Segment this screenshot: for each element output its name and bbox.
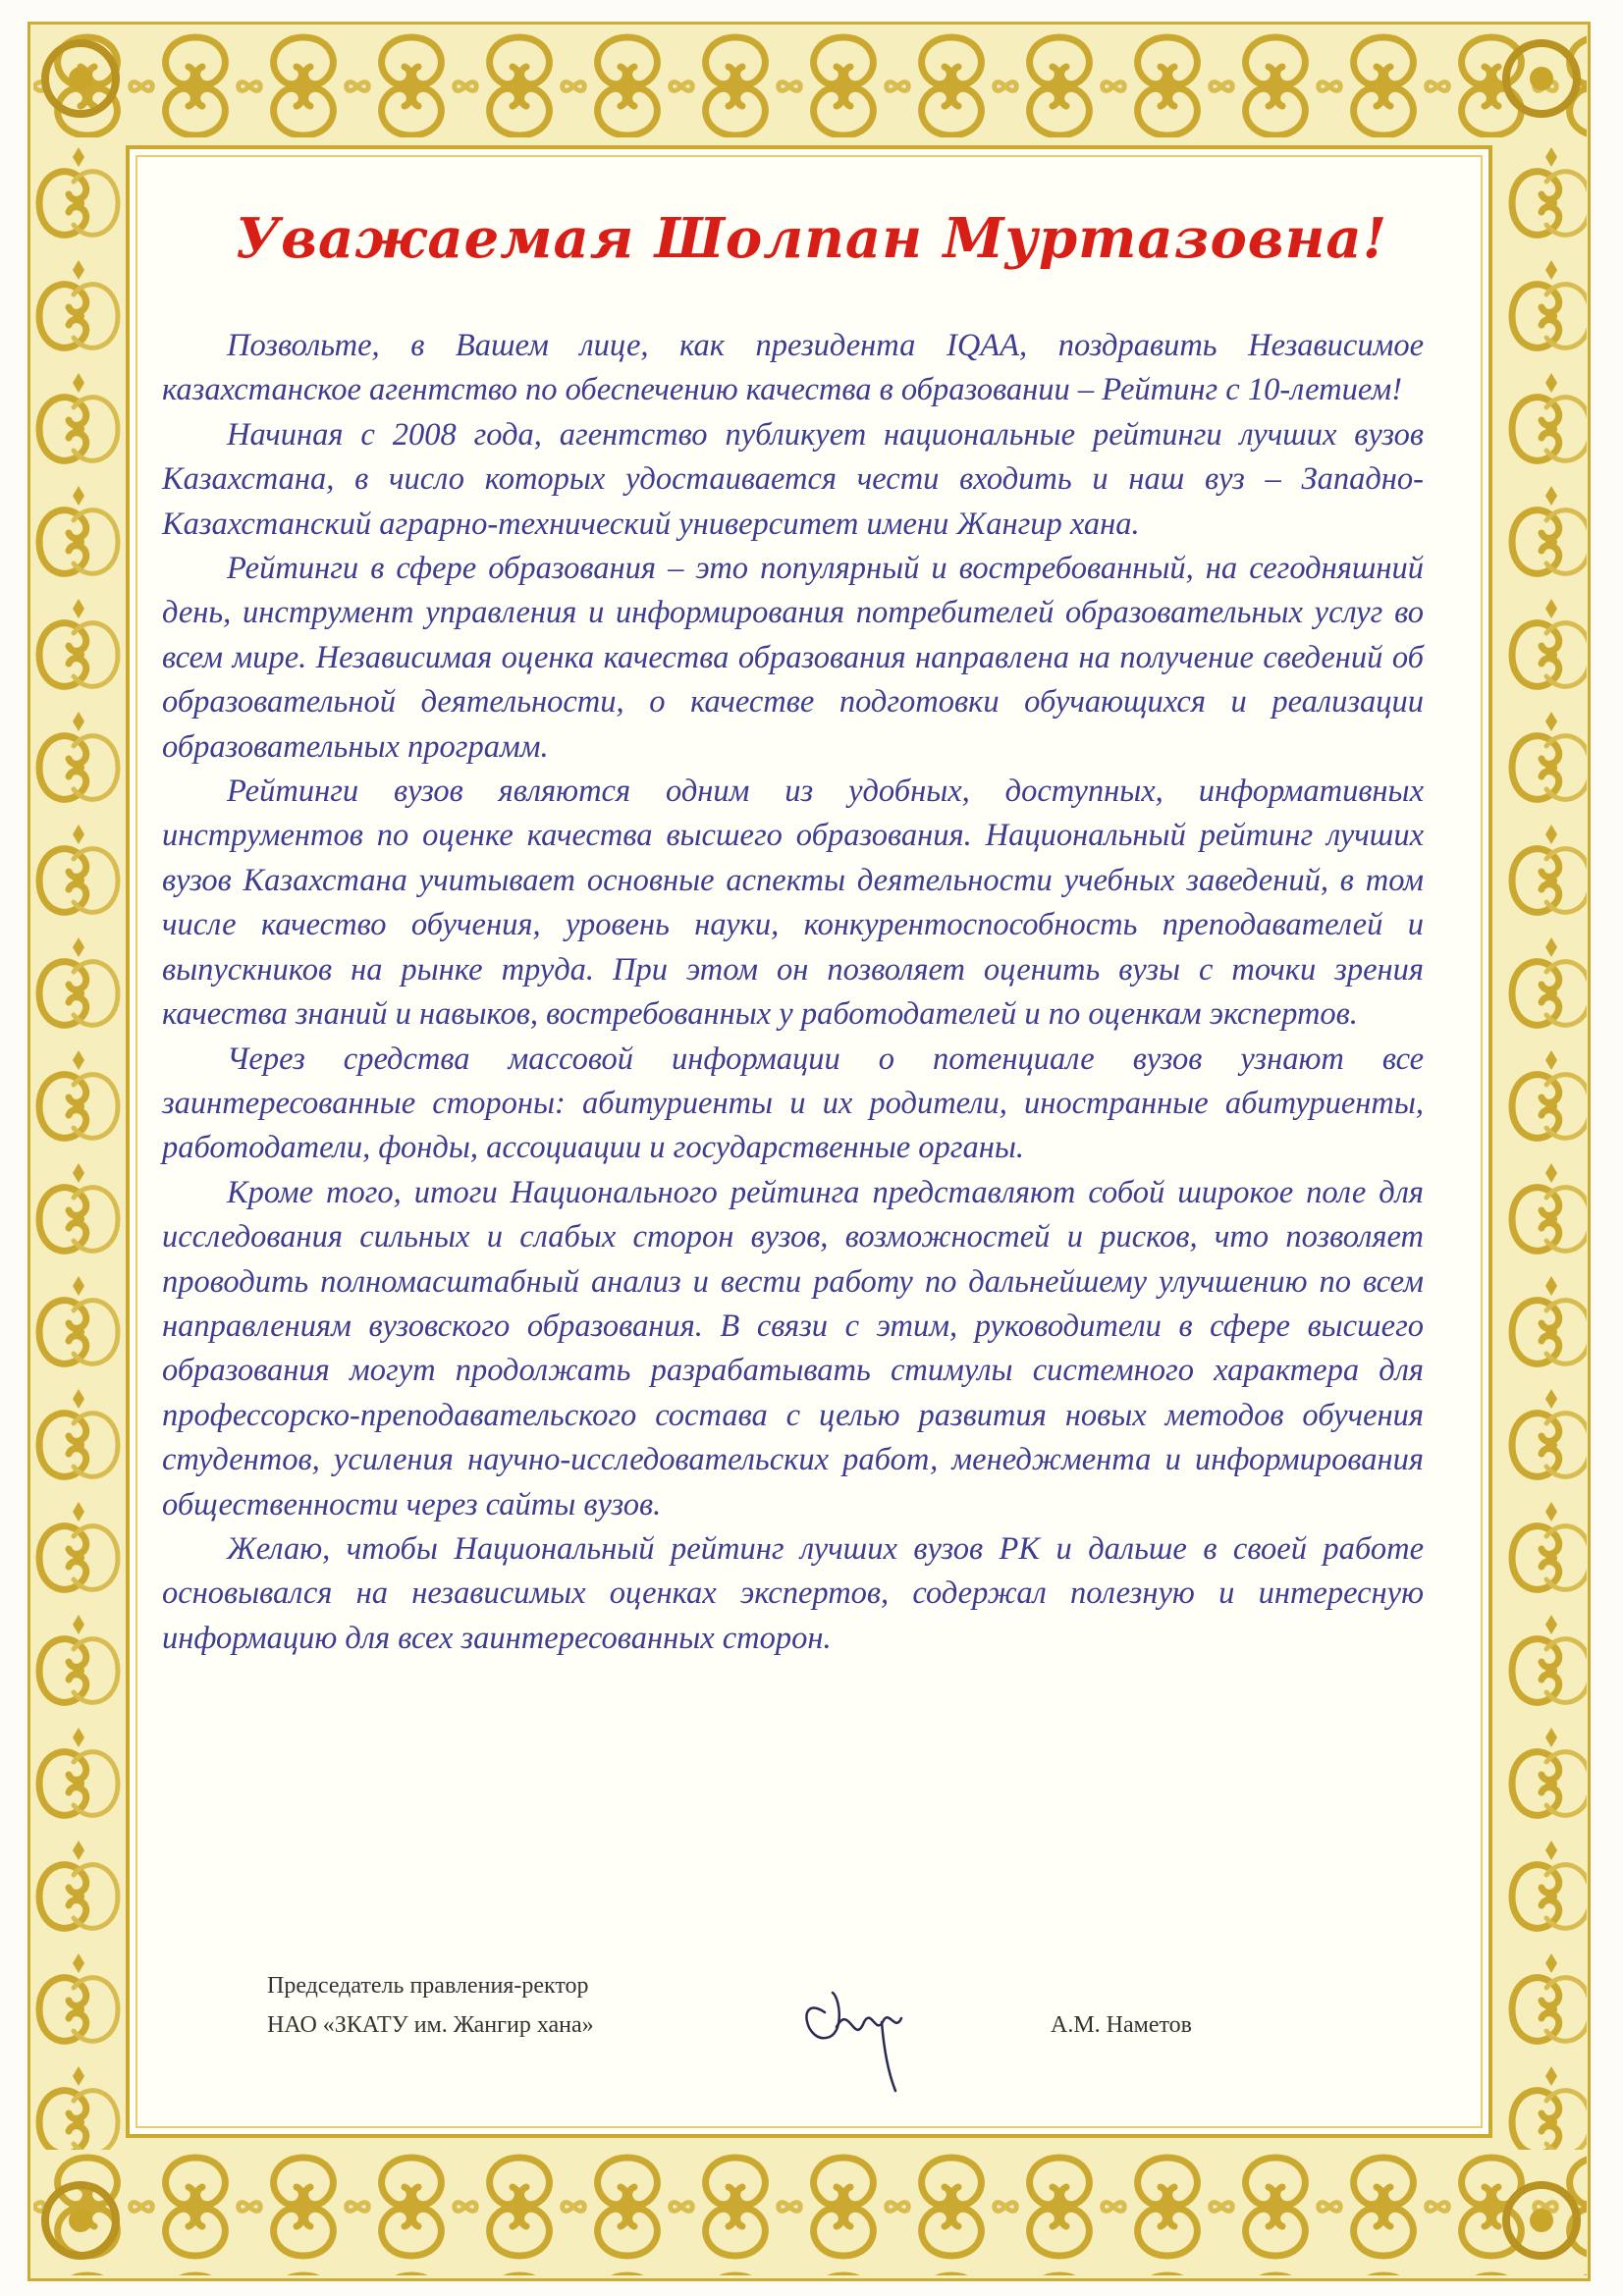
handwritten-signature bbox=[785, 1953, 943, 2101]
paragraph-1: Позвольте, в Вашем лице, как президента IQAA, поздравить Независимое казахстанское агентство по обеспечению качества в образовании – Рейтинг с 10-летием! bbox=[162, 328, 1424, 408]
paragraph-4: Рейтинги вузов являются одним из удобных, доступных, информативных инструментов по оценке качества высшего образования. Национальный рейтинг лучших вузов Казахстана учитывает основные аспекты деятельности учебных заведений, в том числе качество обучения, уровень науки, конкурентоспособность преподавателей и выпускников на рынке труда. При этом он позволяет оценить вузы с точки зрения качества знаний и навыков, востребованных у работодателей и по оценкам экспертов. bbox=[162, 774, 1424, 1033]
letter-body bbox=[162, 324, 1424, 1661]
salutation: Уважаемая Шолпан Муртазовна! bbox=[235, 206, 1388, 271]
signatory-name: А.М. Наметов bbox=[1051, 2012, 1192, 2038]
paragraph-5: Через средства массовой информации о потенциале вузов узнают все заинтересованные стороны: абитуриенты и их родители, иностранные абитуриенты, работодатели, фонды, ассоциации и государственные органы. bbox=[162, 1041, 1424, 1166]
position-line-2: НАО «ЗКАТУ им. Жангир хана» bbox=[267, 2012, 594, 2038]
paragraph-6: Кроме того, итоги Национального рейтинга представляют собой широкое поле для исследования сильных и слабых сторон вузов, возможностей и рисков, что позволяет проводить полномасштабный анализ и вести работу по дальнейшему улучшению по всем направлениям вузовского образования. В связи с этим, руководители в сфере высшего образования могут продолжать разрабатывать стимулы системного характера для профессорско-преподавательского состава с целью развития новых методов обучения студентов, усиления научно-исследовательских работ, менеджмента и информирования общественности через сайты вузов. bbox=[162, 1174, 1424, 1522]
position-line-1: Председатель правления-ректор bbox=[267, 1973, 589, 1999]
paragraph-2: Начиная с 2008 года, агентство публикует национальные рейтинги лучших вузов Казахстана, в число которых удостаивается чести входить и наш вуз – Западно-Казахстанский аграрно-технический университет имени Жангир хана. bbox=[162, 416, 1424, 542]
paragraph-3: Рейтинги в сфере образования – это популярный и востребованный, на сегодняшний день, инструмент управления и информирования потребителей образовательных услуг во всем мире. Независимая оценка качества образования направлена на получение сведений об образовательной деятельности, о качестве подготовки обучающихся и реализации образовательных программ. bbox=[162, 551, 1424, 765]
signatory-position bbox=[267, 1966, 594, 2045]
paragraph-7: Желаю, чтобы Национальный рейтинг лучших вузов РК и дальше в своей работе основывался на независимых оценках экспертов, содержал полезную и интересную информацию для всех заинтересованных сторон. bbox=[162, 1530, 1424, 1656]
